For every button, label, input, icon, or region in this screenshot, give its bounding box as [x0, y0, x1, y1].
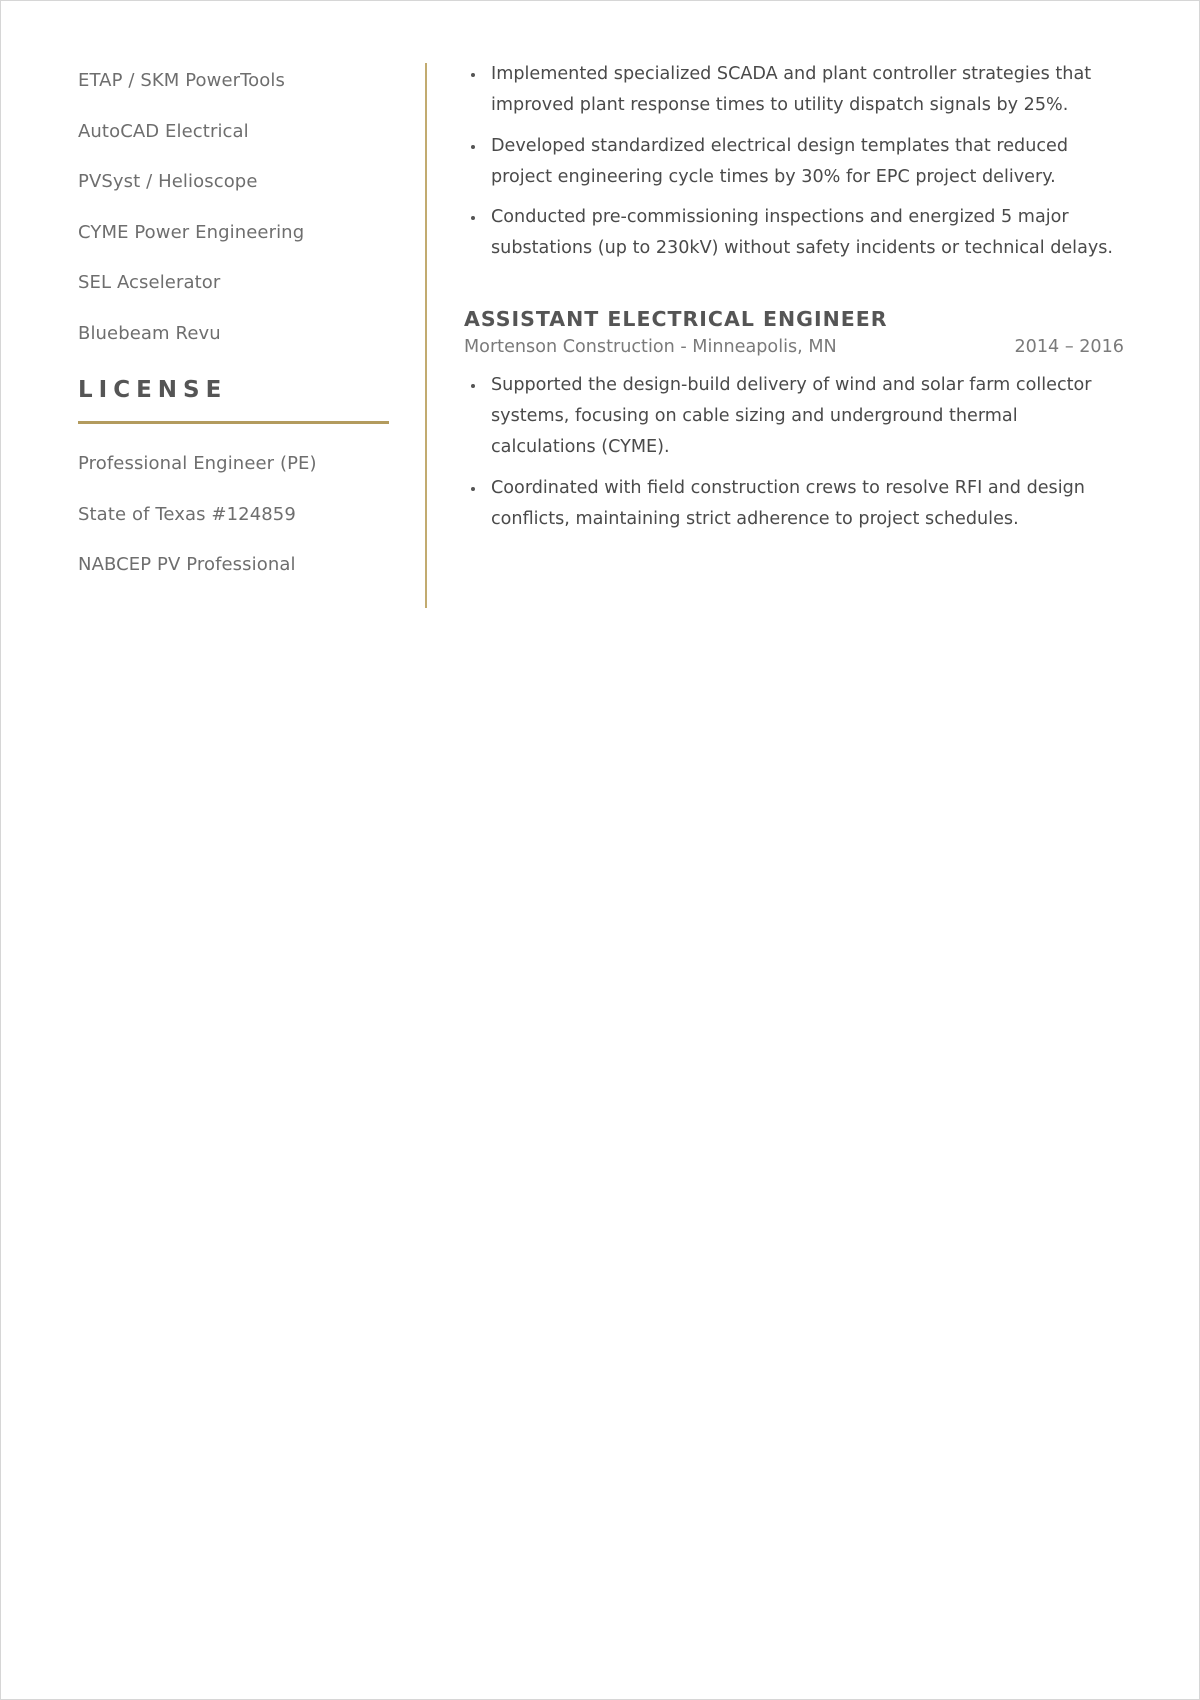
sidebar [78, 56, 390, 591]
experience-bullet: Implemented specialized SCADA and plant controller strategies that improved plant response times to utility dispatch signals by 25%. [464, 59, 1124, 121]
experience-bullet: Supported the design-build delivery of wind and solar farm collector systems, focusing on cable sizing and underground thermal calculations (CYME). [464, 370, 1124, 463]
job-bullets [464, 370, 1124, 535]
column-divider [425, 63, 427, 608]
skill-item: PVSyst / Helioscope [78, 171, 258, 192]
license-heading: LICENSE [78, 377, 228, 403]
skill-item: SEL Acselerator [78, 272, 221, 293]
license-heading-rule [78, 421, 389, 424]
job-entry [464, 304, 1124, 535]
job-title: ASSISTANT ELECTRICAL ENGINEER [464, 307, 888, 331]
job-company: Mortenson Construction - Minneapolis, MN [464, 337, 837, 357]
skill-item: Bluebeam Revu [78, 322, 221, 344]
experience-bullet: Developed standardized electrical design templates that reduced project engineering cycle times by 30% for EPC project delivery. [464, 131, 1124, 193]
experience-section [464, 59, 1124, 544]
previous-job-bullets [464, 59, 1124, 264]
license-list [78, 439, 390, 591]
skills-list [78, 56, 390, 359]
job-meta [464, 334, 1124, 360]
skill-item: AutoCAD Electrical [78, 120, 249, 142]
skill-item: ETAP / SKM PowerTools [78, 70, 285, 91]
skill-item: CYME Power Engineering [78, 221, 305, 243]
job-dates: 2014 – 2016 [1014, 337, 1124, 357]
license-item: State of Texas #124859 [78, 503, 296, 525]
experience-bullet: Coordinated with field construction crews to resolve RFI and design conflicts, maintaining strict adherence to project schedules. [464, 473, 1124, 535]
license-item: Professional Engineer (PE) [78, 453, 317, 474]
experience-bullet: Conducted pre-commissioning inspections and energized 5 major substations (up to 230kV) without safety incidents or technical delays. [464, 202, 1124, 264]
license-item: NABCEP PV Professional [78, 554, 296, 575]
